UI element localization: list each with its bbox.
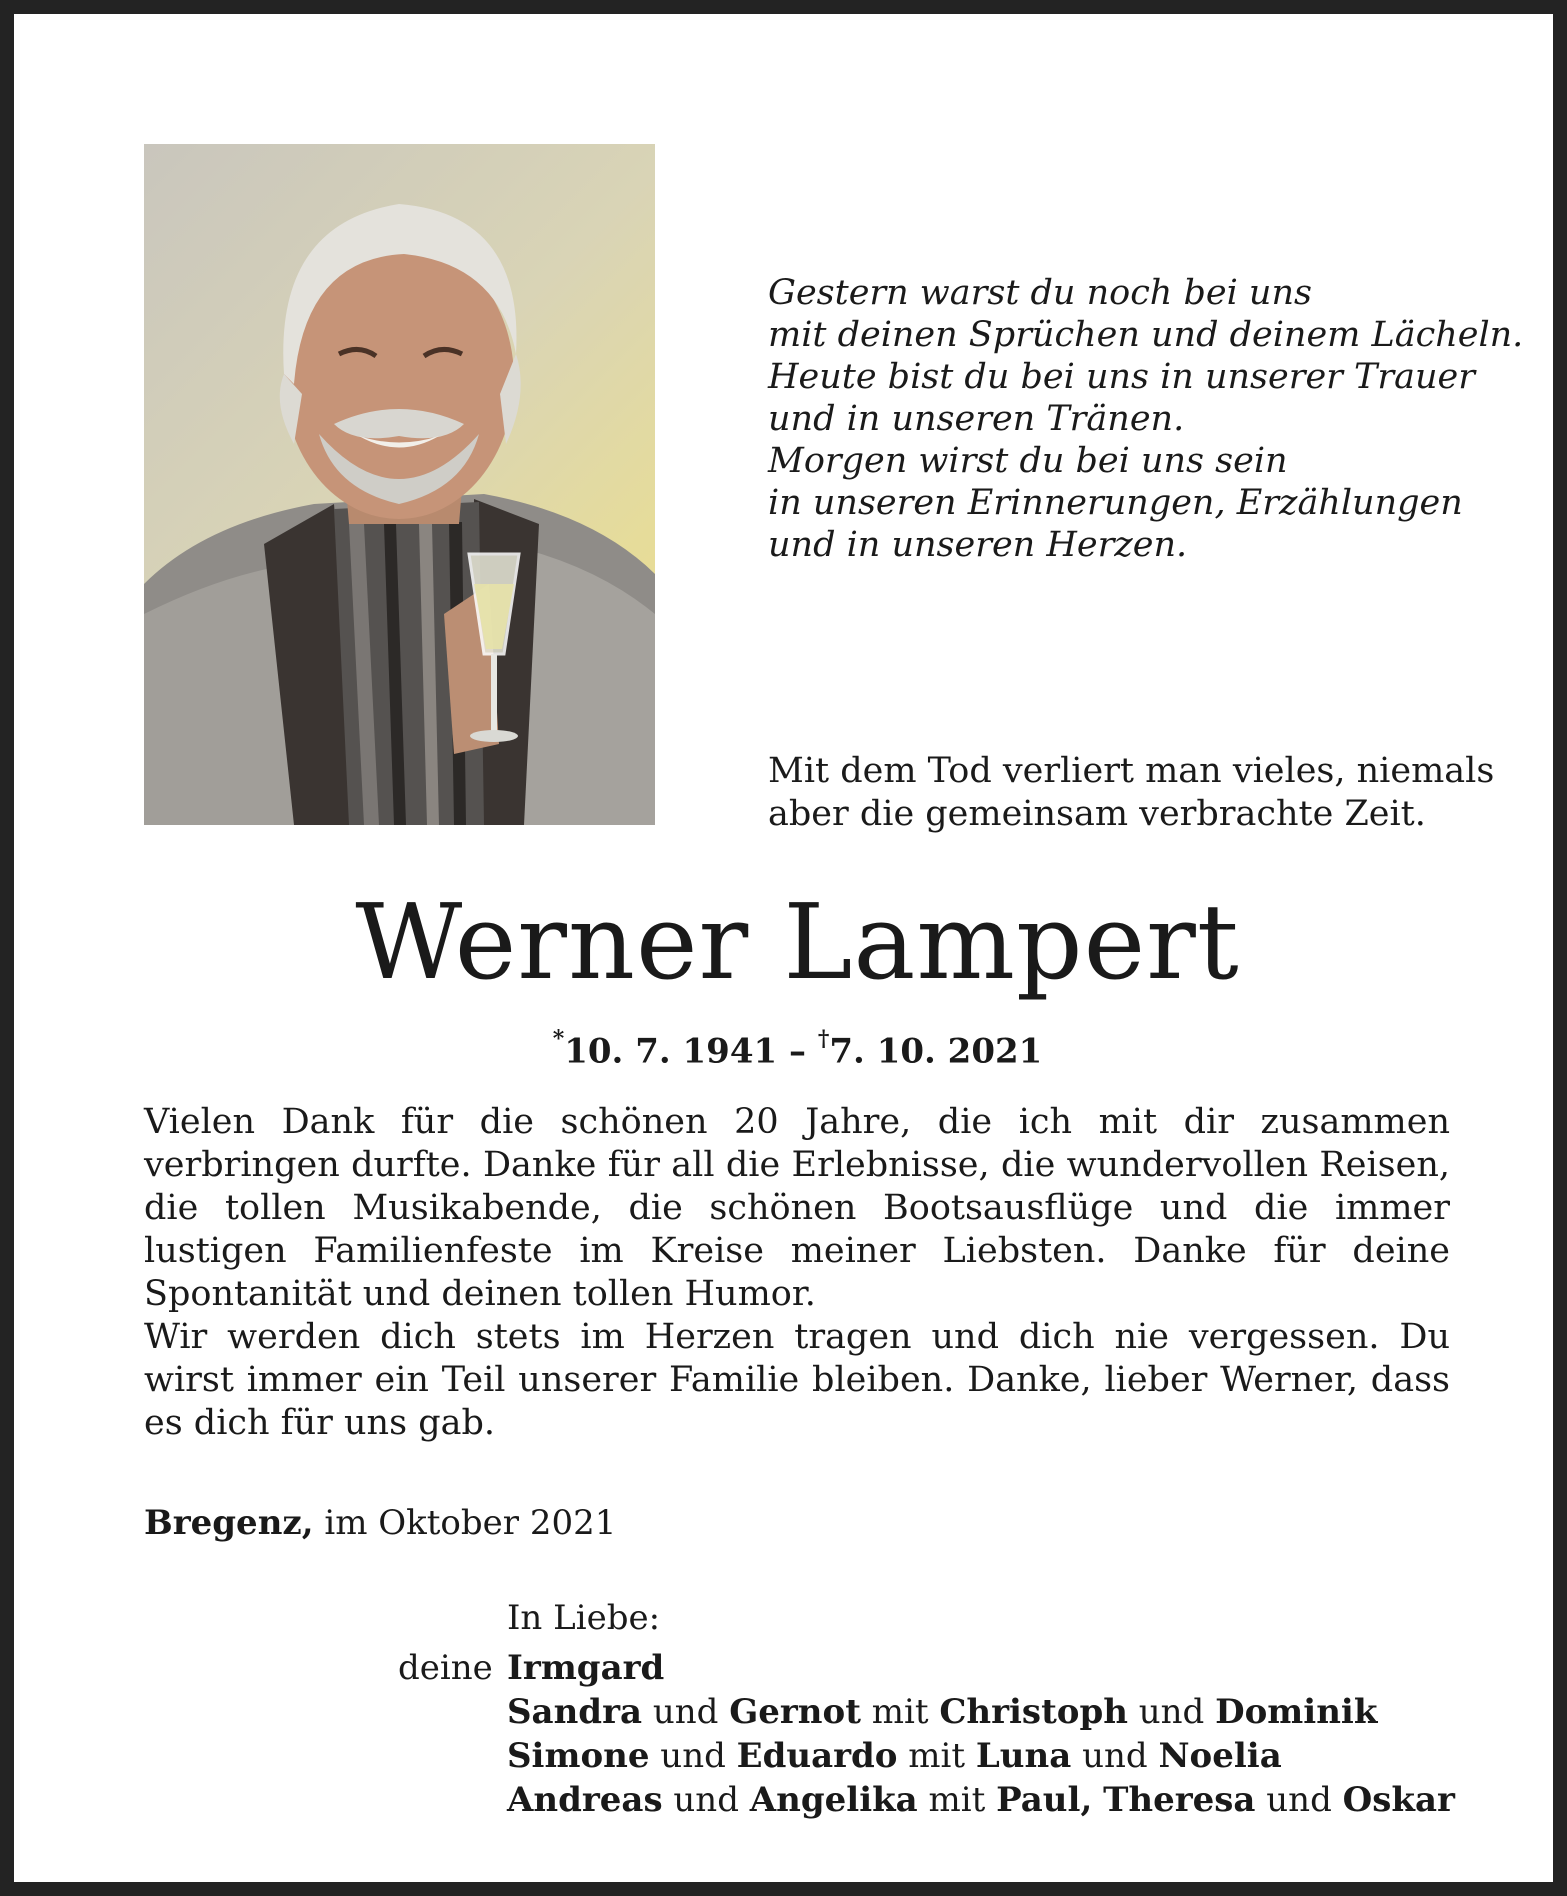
mourners-list [507,1646,1455,1822]
mourner-name: Gernot [729,1692,861,1732]
mourner-name: Theresa [1103,1780,1256,1820]
quote-line: Mit dem Tod verliert man vieles, niemals [768,751,1495,791]
mourner-name: Irmgard [507,1648,665,1688]
place-month: im Oktober 2021 [313,1503,617,1543]
connector: und [649,1736,737,1776]
death-symbol: † [817,1026,830,1052]
thank-you-message [144,1101,1450,1445]
date-separator: – [777,1031,818,1072]
poem-line: in unseren Erinnerungen, Erzählungen [768,483,1463,523]
connector: und [1071,1736,1159,1776]
poem-line: und in unseren Tränen. [768,399,1185,439]
connector [1092,1780,1103,1820]
deceased-name: Werner Lampert [355,881,1240,1003]
poem-line: Gestern warst du noch bei uns [768,273,1312,313]
connector: mit [860,1692,940,1732]
connector: und [642,1692,730,1732]
poem-line: und in unseren Herzen. [768,525,1188,565]
mourner-name: Eduardo [736,1736,898,1776]
poem-line: Morgen wirst du bei uns sein [768,441,1288,481]
poem-line: mit deinen Sprüchen und deinem Lächeln. [768,315,1524,355]
place-date [144,1501,616,1545]
mourner-name: Angelika [749,1780,918,1820]
mourner-name: Christoph [939,1692,1128,1732]
message-paragraph: Vielen Dank für die schönen 20 Jahre, die ich mit dir zusammen verbringen durfte. Danke für all die Erlebnisse, die wundervollen Reisen, die tollen Musikabende, die schönen Bootsausflüge und die immer lustigen Familienfeste im Kreise meiner Liebsten. Danke für deine Spontanität und deinen tollen Humor. [144,1102,1450,1314]
connector: mit [897,1736,976,1776]
portrait-photo [144,144,655,825]
mourner-name: Luna [975,1736,1072,1776]
place-city: Bregenz, [144,1503,314,1543]
portrait-illustration [144,144,655,825]
memorial-poem [768,272,1524,566]
mourners-prefix: deine [398,1648,493,1688]
mourner-name: Simone [507,1736,650,1776]
mourner-name: Oskar [1342,1780,1455,1820]
birth-date: 10. 7. 1941 [564,1031,778,1072]
mourner-line [507,1690,1455,1734]
message-paragraph: Wir werden dich stets im Herzen tragen und dich nie vergessen. Du wirst immer ein Teil unserer Familie bleiben. Danke, lieber Werner, dass es dich für uns gab. [144,1317,1450,1443]
mourners-intro: In Liebe: [507,1598,661,1638]
quote-line: aber die gemeinsam verbrachte Zeit. [768,794,1426,834]
mourner-name: Paul, [996,1780,1093,1820]
mourner-line [507,1734,1455,1778]
mourner-name: Dominik [1215,1692,1378,1732]
life-dates [14,1019,1567,1075]
mourner-line [507,1778,1455,1822]
connector: und [1255,1780,1343,1820]
connector: und [1127,1692,1216,1732]
mourner-name: Sandra [507,1692,643,1732]
mourner-name: Noelia [1158,1736,1282,1776]
connector: und [662,1780,750,1820]
mourner-name: Andreas [507,1780,663,1820]
birth-symbol: * [552,1026,565,1052]
poem-line: Heute bist du bei uns in unserer Trauer [768,357,1475,397]
connector: mit [917,1780,997,1820]
mourner-line [507,1646,1455,1690]
death-date: 7. 10. 2021 [829,1031,1043,1072]
memorial-quote [768,750,1495,836]
